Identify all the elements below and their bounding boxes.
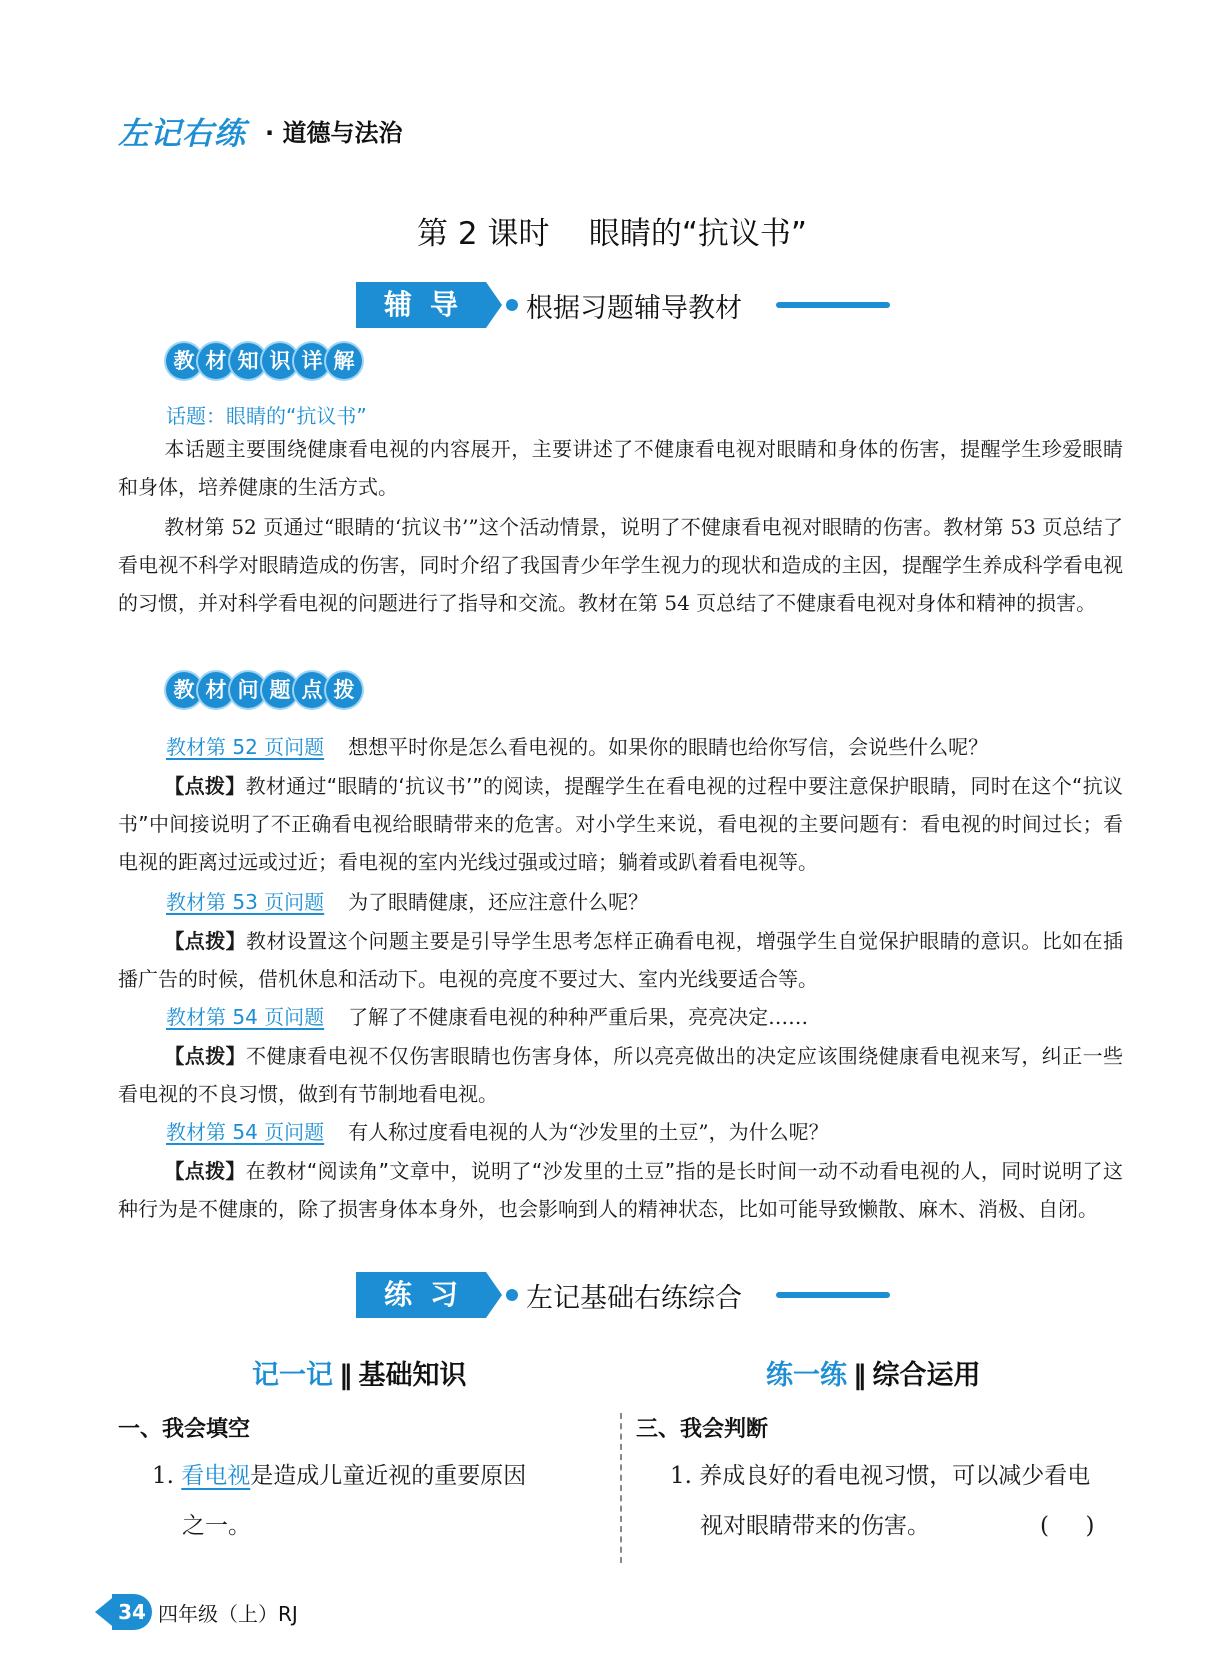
item-number: 1. [670,1463,692,1489]
tip-label: 【点拨】 [164,1044,247,1068]
heading-char: 识 [262,343,298,379]
section-banner-practice [356,1272,896,1322]
question-line [166,998,808,1036]
answer-parentheses[interactable]: ( ) [1040,1513,1095,1539]
question-line [166,728,988,766]
item-text: 是造成儿童近视的重要原因 [250,1463,527,1489]
tip-block [118,767,1123,881]
question-line [166,883,648,921]
lesson-title: 第 2 课时 眼睛的“抗议书” [417,216,807,252]
banner-arrow-icon [486,282,502,328]
subject-label: · 道德与法治 [265,119,403,147]
judge-item [670,1452,1090,1500]
tip-block [118,1037,1123,1113]
page-number: 34 [112,1594,152,1630]
column-heading-b: 基础知识 [358,1360,467,1391]
banner-dot-icon [506,1289,518,1301]
paragraph-text: 教材第 52 页通过“眼睛的‘抗议书’”这个活动情景，说明了不健康看电视对眼睛的伤害。教材第 53 页总结了看电视不科学对眼睛造成的伤害，同时介绍了我国青少年学生视力的现状和造成的主因，提醒学生养成科学看电视的习惯，并对科学看电视的问题进行了指导和交流。教材在第 54 页总结了不健康看电视对身体和精神的损害。 [118,515,1123,615]
heading-char: 材 [198,343,234,379]
tip-block [118,1152,1123,1228]
heading-char: 点 [294,672,330,708]
fill-blank-item [152,1452,526,1500]
item-continuation: 之一。 [182,1513,251,1539]
tip-label: 【点拨】 [164,774,246,798]
tip-label: 【点拨】 [164,929,247,953]
question-text: 了解了不健康看电视的种种严重后果，亮亮决定…… [348,1005,809,1029]
column-heading-b: 综合运用 [872,1360,981,1391]
column-divider [620,1413,622,1563]
right-column-heading [766,1353,981,1392]
banner-text: 根据习题辅导教材 [526,293,742,324]
question-ref: 教材第 52 页问题 [166,735,325,759]
heading-char: 解 [326,343,362,379]
heading-char: 拨 [326,672,362,708]
brand-logo-text: 左记右练 [118,116,246,152]
item-number: 1. [152,1463,174,1489]
banner-text: 左记基础右练综合 [526,1283,742,1314]
heading-char: 教 [166,343,202,379]
tip-block [118,922,1123,998]
filled-answer: 看电视 [181,1463,251,1489]
question-text: 想想平时你是怎么看电视的。如果你的眼睛也给你写信，会说些什么呢？ [348,735,989,759]
item-text: 养成良好的看电视习惯，可以减少看电 [699,1463,1091,1489]
heading-knowledge [166,343,358,383]
judge-section-title: 三、我会判断 [636,1417,769,1442]
column-heading-a: 记一记 [252,1360,333,1391]
heading-char: 问 [230,672,266,708]
paragraph [118,508,1123,622]
question-text: 为了眼睛健康，还应注意什么呢？ [348,890,649,914]
heading-char: 材 [198,672,234,708]
column-heading-sep: ‖ [853,1360,867,1391]
fill-blank-section-title: 一、我会填空 [118,1417,251,1442]
question-ref: 教材第 54 页问题 [166,1005,325,1029]
tip-label: 【点拨】 [164,1159,246,1183]
left-column-heading [252,1353,467,1392]
heading-char: 题 [262,672,298,708]
tip-text: 教材设置这个问题主要是引导学生思考怎样正确看电视，增强学生自觉保护眼睛的意识。比如在插播广告的时候，借机休息和活动下。电视的亮度不要过大、室内光线要适合等。 [118,929,1124,991]
banner-rule [776,1292,890,1298]
topic-label: 话题：眼睛的“抗议书” [166,404,367,428]
grade-label: 四年级（上）RJ [158,1602,298,1626]
heading-char: 详 [294,343,330,379]
question-line [166,1113,829,1151]
banner-dot-icon [506,299,518,311]
column-heading-a: 练一练 [766,1360,847,1391]
question-ref: 教材第 53 页问题 [166,890,325,914]
paragraph [118,430,1123,506]
banner-tag: 辅导 [356,282,486,328]
heading-char: 教 [166,672,202,708]
column-heading-sep: ‖ [339,1360,353,1391]
paragraph-text: 本话题主要围绕健康看电视的内容展开，主要讲述了不健康看电视对眼睛和身体的伤害，提醒学生珍爱眼睛和身体，培养健康的生活方式。 [118,437,1123,499]
section-banner-guide [356,282,896,332]
item-continuation: 视对眼睛带来的伤害。 [700,1513,930,1539]
question-text: 有人称过度看电视的人为“沙发里的土豆”，为什么呢？ [348,1120,829,1144]
tip-text: 教材通过“眼睛的‘抗议书’”的阅读，提醒学生在看电视的过程中要注意保护眼睛，同时在这个“抗议书”中间接说明了不正确看电视给眼睛带来的危害。对小学生来说，看电视的主要问题有：看电视的时间过长；看电视的距离过远或过近；看电视的室内光线过强或过暗；躺着或趴着看电视等。 [118,774,1123,874]
banner-rule [776,302,890,308]
banner-tag: 练习 [356,1272,486,1318]
heading-questions [166,672,358,712]
banner-arrow-icon [486,1272,502,1318]
tip-text: 在教材“阅读角”文章中，说明了“沙发里的土豆”指的是长时间一动不动看电视的人，同时说明了这种行为是不健康的，除了损害身体本身外，也会影响到人的精神状态，比如可能导致懒散、麻木、消极、自闭。 [118,1159,1123,1221]
tip-text: 不健康看电视不仅伤害眼睛也伤害身体，所以亮亮做出的决定应该围绕健康看电视来写，纠正一些看电视的不良习惯，做到有节制地看电视。 [118,1044,1124,1106]
question-ref: 教材第 54 页问题 [166,1120,325,1144]
heading-char: 知 [230,343,266,379]
